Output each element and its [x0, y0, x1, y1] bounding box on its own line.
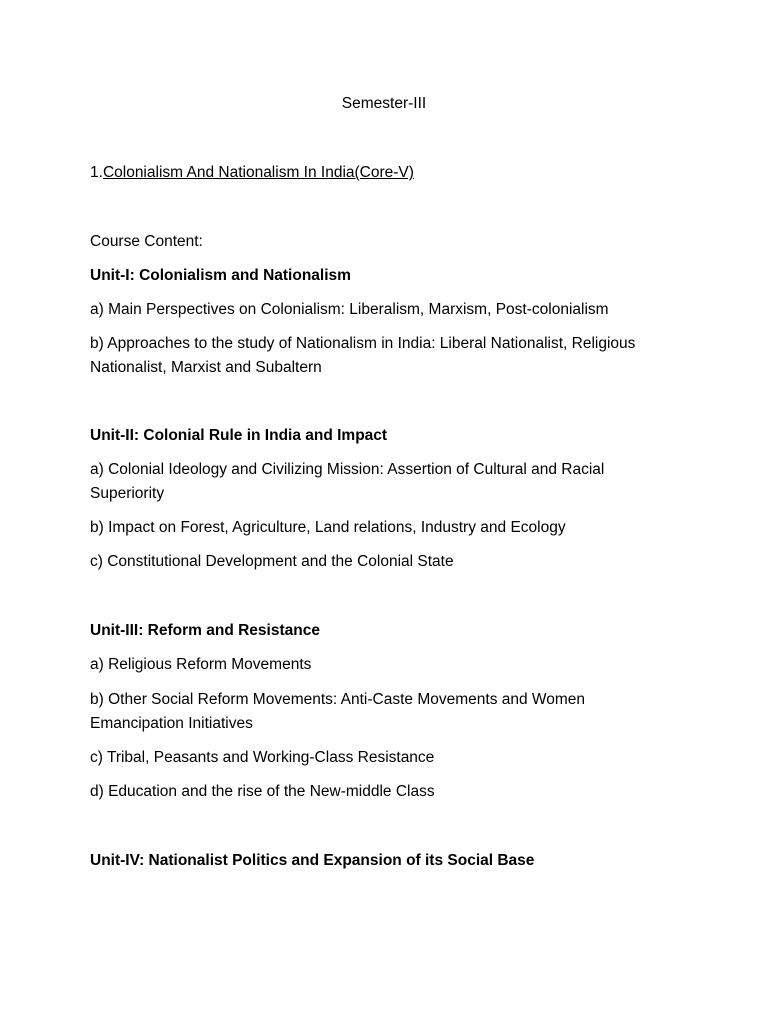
- course-title-line: [90, 161, 690, 185]
- unit-title: Unit-IV: Nationalist Politics and Expansion of its Social Base: [90, 852, 535, 869]
- unit-item: c) Constitutional Development and the Colonial State: [90, 553, 454, 570]
- unit-item: a) Main Perspectives on Colonialism: Liberalism, Marxism, Post-colonialism: [90, 301, 609, 318]
- unit-item: b) Approaches to the study of Nationalism in India: Liberal Nationalist, Religious: [90, 335, 636, 352]
- unit-item: a) Colonial Ideology and Civilizing Mission: Assertion of Cultural and Racial: [90, 461, 605, 478]
- course-number: 1.: [90, 164, 103, 181]
- course-title: Colonialism And Nationalism In India(Core-V): [102, 164, 414, 181]
- unit-item: a) Religious Reform Movements: [90, 656, 312, 673]
- unit-item: b) Other Social Reform Movements: Anti-Caste Movements and Women: [90, 691, 586, 708]
- unit-item: d) Education and the rise of the New-middle Class: [90, 783, 435, 800]
- unit-item: c) Tribal, Peasants and Working-Class Resistance: [90, 749, 435, 766]
- unit-item: b) Impact on Forest, Agriculture, Land relations, Industry and Ecology: [90, 519, 566, 536]
- course-content-label: Course Content:: [90, 233, 203, 250]
- unit-title: Unit-I: Colonialism and Nationalism: [90, 267, 351, 284]
- unit-item-continuation: Emancipation Initiatives: [90, 715, 253, 732]
- unit-item-continuation: Nationalist, Marxist and Subaltern: [90, 359, 322, 376]
- semester-heading: Semester-III: [341, 95, 427, 112]
- unit-title: Unit-III: Reform and Resistance: [90, 622, 320, 639]
- unit-item-continuation: Superiority: [90, 485, 165, 502]
- unit-title: Unit-II: Colonial Rule in India and Impact: [90, 427, 388, 444]
